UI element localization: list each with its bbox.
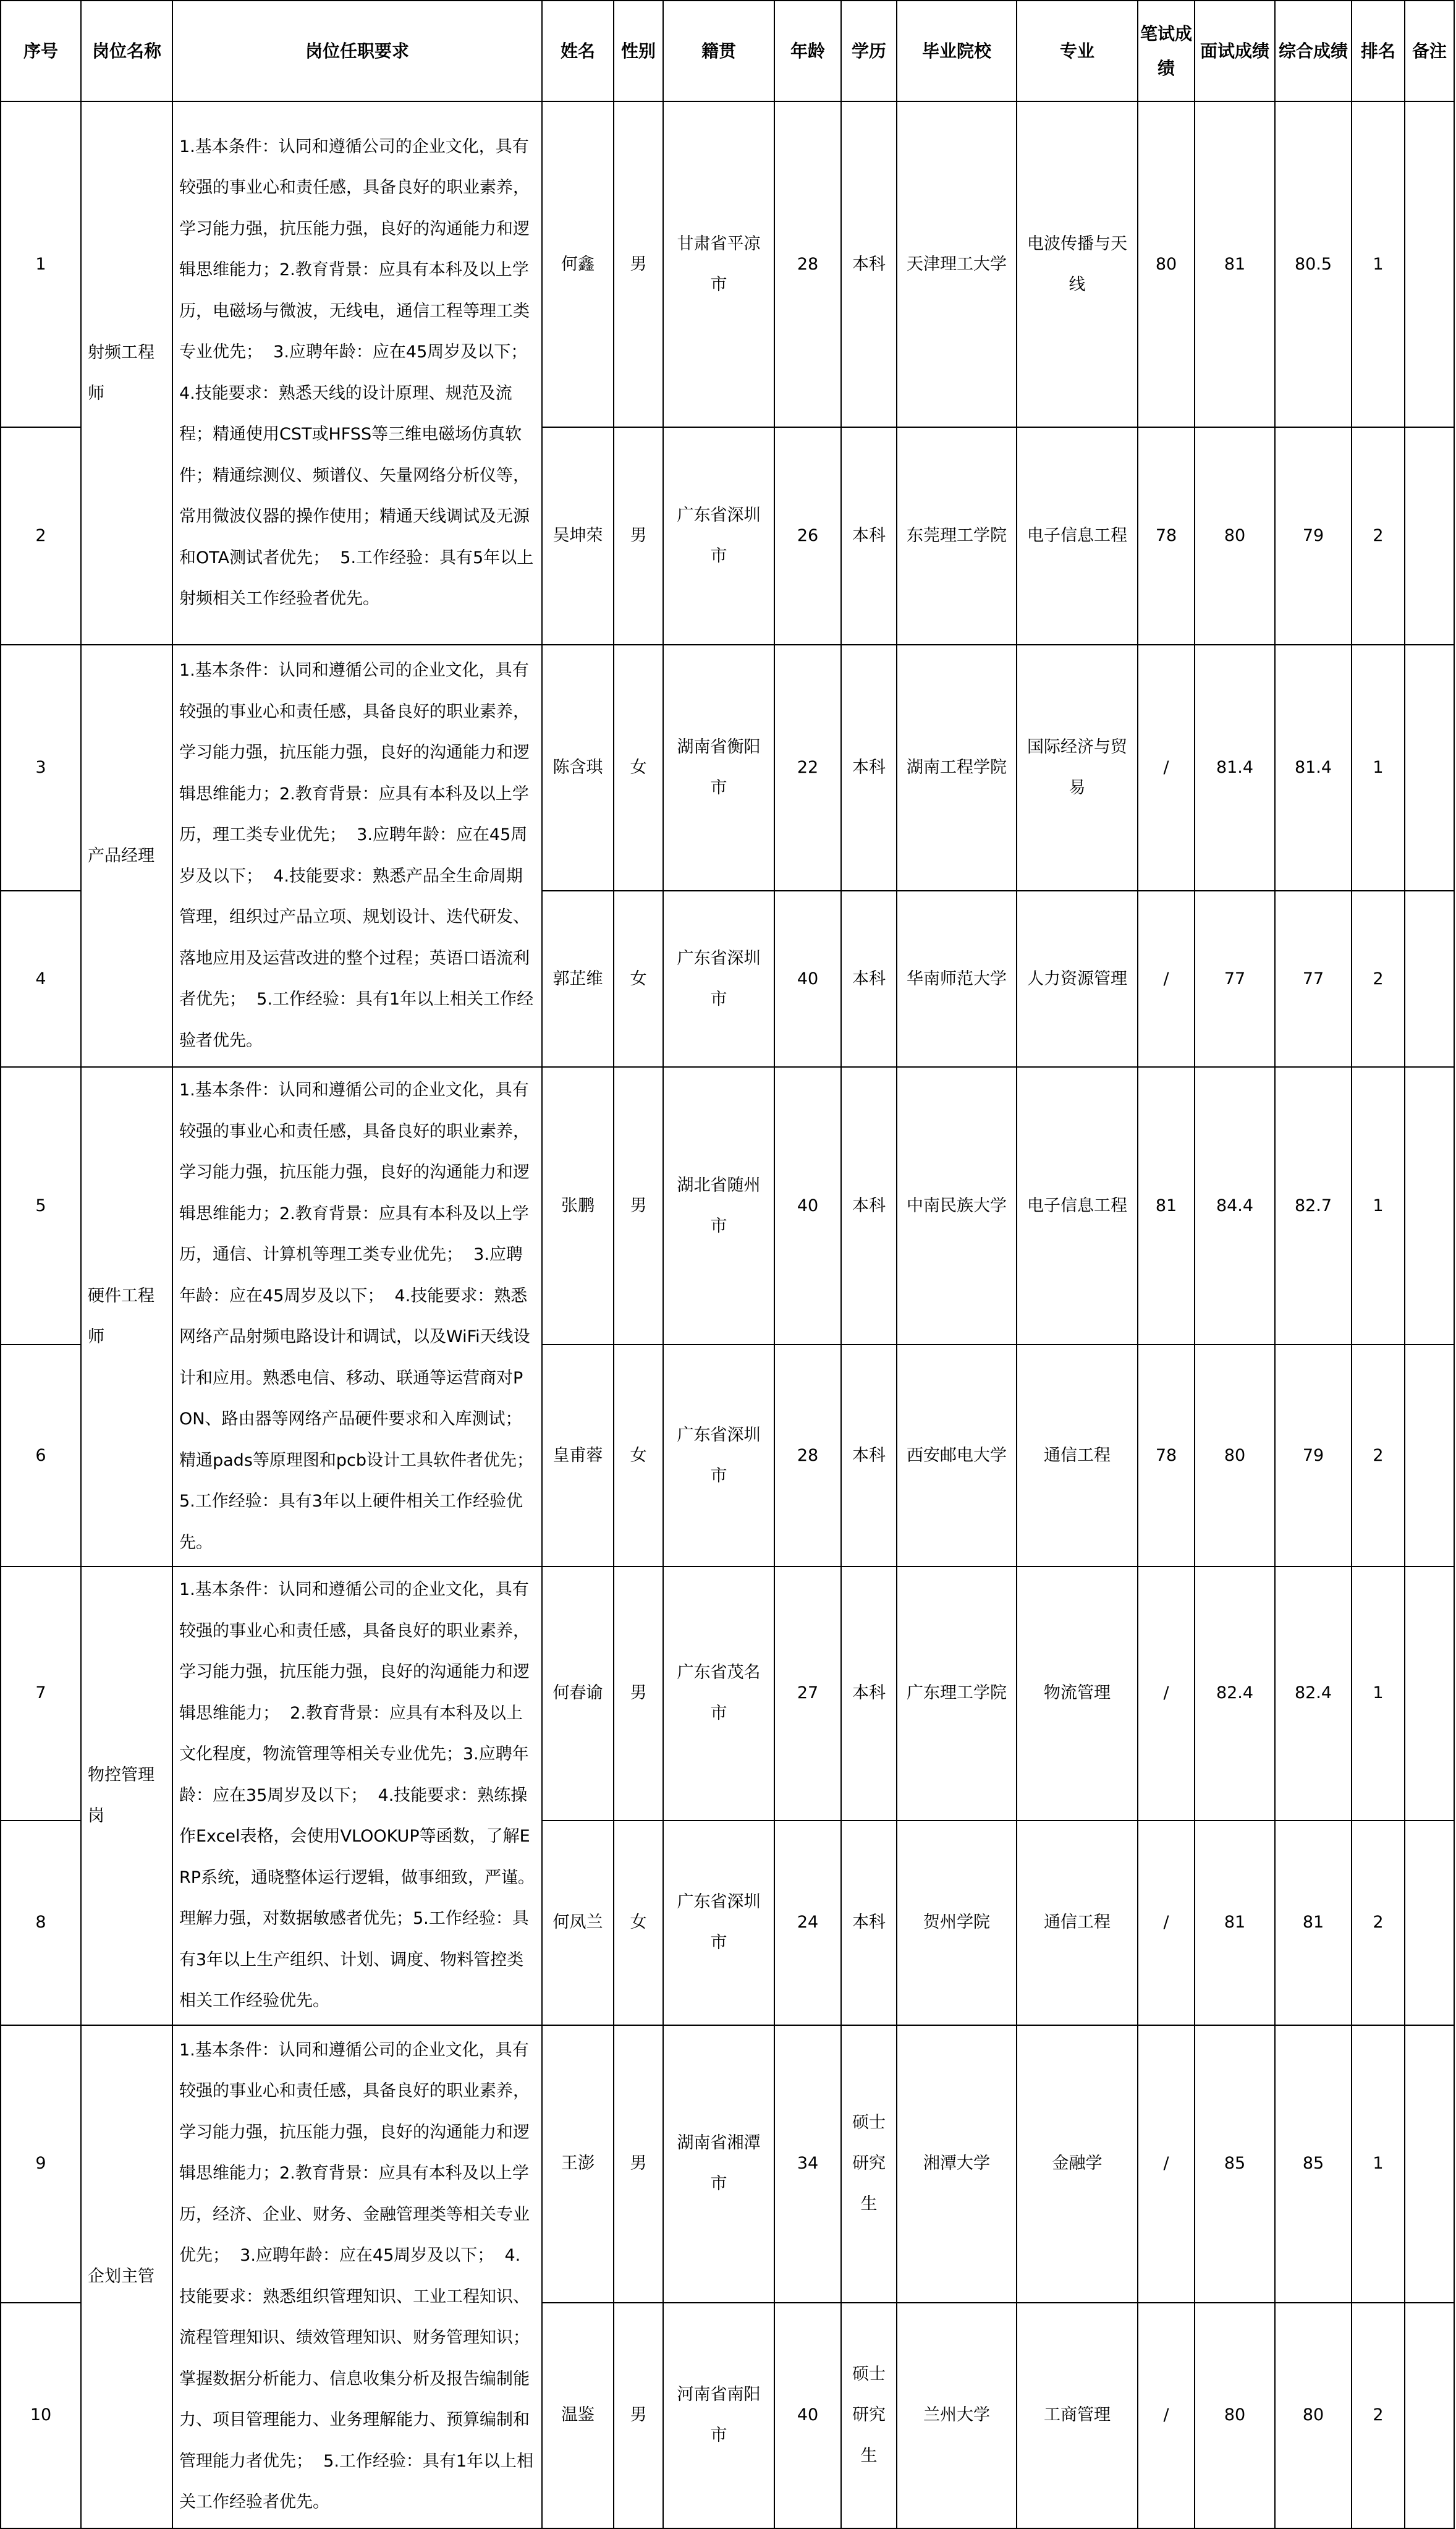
cell-major: 电波传播与天线 [1017, 101, 1138, 427]
cell-major: 金融学 [1017, 2025, 1138, 2303]
cell-total: 79 [1275, 427, 1352, 645]
cell-note [1405, 645, 1454, 891]
cell-major: 工商管理 [1017, 2303, 1138, 2528]
header-note: 备注 [1405, 1, 1454, 101]
cell-gender: 男 [614, 1566, 663, 1821]
cell-name: 王澎 [542, 2025, 614, 2303]
cell-interview: 81.4 [1195, 645, 1275, 891]
cell-position: 企划主管 [81, 2025, 172, 2528]
cell-interview: 82.4 [1195, 1566, 1275, 1821]
cell-total: 82.4 [1275, 1566, 1352, 1821]
cell-rank: 2 [1352, 891, 1405, 1067]
cell-requirements: 1.基本条件：认同和遵循公司的企业文化，具有较强的事业心和责任感，具备良好的职业素养，学习能力强，抗压能力强，良好的沟通能力和逻辑思维能力；2.教育背景：应具有本科及以上学历，通信、计算机等理工类专业优先； 3.应聘年龄：应在45周岁及以下； 4.技能要求：熟悉网络产品射频电路设计和调试，以及WiFi天线设计和应用。熟悉电信、移动、联通等运营商对PON、路由器等网络产品硬件要求和入库测试；精通pads等原理图和pcb设计工具软件者优先； 5.工作经验：具有3年以上硬件相关工作经验优先。 [172, 1067, 542, 1566]
table-row [1, 2025, 1454, 2303]
header-row [1, 1, 1454, 101]
cell-seq: 1 [1, 101, 81, 427]
cell-origin: 广东省深圳市 [663, 1345, 774, 1566]
cell-age: 27 [774, 1566, 841, 1821]
cell-rank: 2 [1352, 1821, 1405, 2025]
cell-seq: 2 [1, 427, 81, 645]
cell-age: 22 [774, 645, 841, 891]
cell-education: 硕士研究生 [841, 2303, 897, 2528]
cell-seq: 10 [1, 2303, 81, 2528]
table-row [1, 101, 1454, 427]
cell-interview: 77 [1195, 891, 1275, 1067]
cell-education: 本科 [841, 891, 897, 1067]
cell-interview: 80 [1195, 2303, 1275, 2528]
cell-education: 本科 [841, 101, 897, 427]
cell-seq: 6 [1, 1345, 81, 1566]
cell-age: 28 [774, 101, 841, 427]
cell-total: 77 [1275, 891, 1352, 1067]
cell-major: 电子信息工程 [1017, 427, 1138, 645]
cell-name: 温鉴 [542, 2303, 614, 2528]
cell-seq: 5 [1, 1067, 81, 1345]
cell-seq: 9 [1, 2025, 81, 2303]
header-rank: 排名 [1352, 1, 1405, 101]
header-written: 笔试成绩 [1138, 1, 1195, 101]
cell-name: 何凤兰 [542, 1821, 614, 2025]
cell-education: 本科 [841, 427, 897, 645]
header-origin: 籍贯 [663, 1, 774, 101]
cell-major: 国际经济与贸易 [1017, 645, 1138, 891]
cell-gender: 女 [614, 1345, 663, 1566]
cell-origin: 湖北省随州市 [663, 1067, 774, 1345]
header-gender: 性别 [614, 1, 663, 101]
header-requirements: 岗位任职要求 [172, 1, 542, 101]
cell-gender: 女 [614, 1821, 663, 2025]
cell-major: 物流管理 [1017, 1566, 1138, 1821]
cell-note [1405, 1345, 1454, 1566]
cell-school: 中南民族大学 [897, 1067, 1017, 1345]
cell-written: / [1138, 645, 1195, 891]
cell-education: 本科 [841, 1345, 897, 1566]
cell-origin: 广东省深圳市 [663, 427, 774, 645]
cell-school: 西安邮电大学 [897, 1345, 1017, 1566]
cell-name: 张鹏 [542, 1067, 614, 1345]
header-position: 岗位名称 [81, 1, 172, 101]
cell-total: 81 [1275, 1821, 1352, 2025]
cell-rank: 1 [1352, 2025, 1405, 2303]
cell-note [1405, 891, 1454, 1067]
cell-position: 硬件工程师 [81, 1067, 172, 1566]
cell-school: 兰州大学 [897, 2303, 1017, 2528]
cell-school: 广东理工学院 [897, 1566, 1017, 1821]
cell-total: 82.7 [1275, 1067, 1352, 1345]
cell-seq: 8 [1, 1821, 81, 2025]
cell-note [1405, 101, 1454, 427]
cell-rank: 2 [1352, 2303, 1405, 2528]
cell-interview: 85 [1195, 2025, 1275, 2303]
header-interview: 面试成绩 [1195, 1, 1275, 101]
cell-school: 贺州学院 [897, 1821, 1017, 2025]
cell-major: 电子信息工程 [1017, 1067, 1138, 1345]
cell-position: 射频工程师 [81, 101, 172, 645]
cell-school: 天津理工大学 [897, 101, 1017, 427]
cell-origin: 甘肃省平凉市 [663, 101, 774, 427]
header-education: 学历 [841, 1, 897, 101]
cell-gender: 男 [614, 101, 663, 427]
table-row [1, 1067, 1454, 1345]
cell-origin: 广东省深圳市 [663, 891, 774, 1067]
header-school: 毕业院校 [897, 1, 1017, 101]
cell-education: 本科 [841, 1821, 897, 2025]
cell-requirements: 1.基本条件：认同和遵循公司的企业文化，具有较强的事业心和责任感，具备良好的职业素养，学习能力强，抗压能力强，良好的沟通能力和逻辑思维能力；2.教育背景：应具有本科及以上学历，电磁场与微波，无线电，通信工程等理工类专业优先； 3.应聘年龄：应在45周岁及以下； 4.技能要求：熟悉天线的设计原理、规范及流程；精通使用CST或HFSS等三维电磁场仿真软件；精通综测仪、频谱仪、矢量网络分析仪等，常用微波仪器的操作使用；精通天线调试及无源和OTA测试者优先； 5.工作经验：具有5年以上射频相关工作经验者优先。 [172, 101, 542, 645]
cell-origin: 湖南省湘潭市 [663, 2025, 774, 2303]
cell-interview: 81 [1195, 1821, 1275, 2025]
cell-interview: 84.4 [1195, 1067, 1275, 1345]
cell-education: 硕士研究生 [841, 2025, 897, 2303]
cell-age: 26 [774, 427, 841, 645]
header-total: 综合成绩 [1275, 1, 1352, 101]
cell-rank: 2 [1352, 1345, 1405, 1566]
cell-interview: 80 [1195, 427, 1275, 645]
cell-school: 华南师范大学 [897, 891, 1017, 1067]
cell-education: 本科 [841, 1566, 897, 1821]
cell-gender: 男 [614, 2025, 663, 2303]
cell-gender: 女 [614, 645, 663, 891]
cell-education: 本科 [841, 1067, 897, 1345]
cell-seq: 7 [1, 1566, 81, 1821]
cell-school: 湘潭大学 [897, 2025, 1017, 2303]
cell-seq: 3 [1, 645, 81, 891]
cell-note [1405, 1566, 1454, 1821]
table-row [1, 1566, 1454, 1821]
cell-total: 81.4 [1275, 645, 1352, 891]
cell-name: 皇甫蓉 [542, 1345, 614, 1566]
header-seq: 序号 [1, 1, 81, 101]
cell-major: 通信工程 [1017, 1821, 1138, 2025]
cell-age: 40 [774, 1067, 841, 1345]
cell-note [1405, 2025, 1454, 2303]
cell-interview: 81 [1195, 101, 1275, 427]
cell-rank: 1 [1352, 101, 1405, 427]
results-body [1, 101, 1454, 2528]
cell-requirements: 1.基本条件：认同和遵循公司的企业文化，具有较强的事业心和责任感，具备良好的职业素养，学习能力强，抗压能力强，良好的沟通能力和逻辑思维能力；2.教育背景：应具有本科及以上学历，理工类专业优先； 3.应聘年龄：应在45周岁及以下； 4.技能要求：熟悉产品全生命周期管理，组织过产品立项、规划设计、迭代研发、落地应用及运营改进的整个过程；英语口语流利者优先； 5.工作经验：具有1年以上相关工作经验者优先。 [172, 645, 542, 1067]
cell-written: 78 [1138, 427, 1195, 645]
cell-age: 28 [774, 1345, 841, 1566]
cell-written: / [1138, 2025, 1195, 2303]
cell-age: 40 [774, 2303, 841, 2528]
header-age: 年龄 [774, 1, 841, 101]
cell-note [1405, 2303, 1454, 2528]
cell-requirements: 1.基本条件：认同和遵循公司的企业文化，具有较强的事业心和责任感，具备良好的职业素养，学习能力强，抗压能力强，良好的沟通能力和逻辑思维能力；2.教育背景：应具有本科及以上学历，经济、企业、财务、金融管理类等相关专业优先； 3.应聘年龄：应在45周岁及以下； 4.技能要求：熟悉组织管理知识、工业工程知识、流程管理知识、绩效管理知识、财务管理知识；掌握数据分析能力、信息收集分析及报告编制能力、项目管理能力、业务理解能力、预算编制和管理能力者优先； 5.工作经验：具有1年以上相关工作经验者优先。 [172, 2025, 542, 2528]
cell-origin: 湖南省衡阳市 [663, 645, 774, 891]
cell-major: 通信工程 [1017, 1345, 1138, 1566]
cell-age: 34 [774, 2025, 841, 2303]
cell-requirements: 1.基本条件：认同和遵循公司的企业文化，具有较强的事业心和责任感，具备良好的职业素养，学习能力强，抗压能力强，良好的沟通能力和逻辑思维能力； 2.教育背景：应具有本科及以上文化程度，物流管理等相关专业优先；3.应聘年龄：应在35周岁及以下； 4.技能要求：熟练操作Excel表格，会使用VLOOKUP等函数，了解ERP系统，通晓整体运行逻辑，做事细致，严谨。理解力强，对数据敏感者优先；5.工作经验：具有3年以上生产组织、计划、调度、物料管控类相关工作经验优先。 [172, 1566, 542, 2025]
cell-position: 产品经理 [81, 645, 172, 1067]
cell-name: 郭芷维 [542, 891, 614, 1067]
cell-origin: 河南省南阳市 [663, 2303, 774, 2528]
cell-age: 40 [774, 891, 841, 1067]
cell-written: 80 [1138, 101, 1195, 427]
cell-gender: 男 [614, 2303, 663, 2528]
cell-school: 湖南工程学院 [897, 645, 1017, 891]
cell-gender: 男 [614, 1067, 663, 1345]
cell-name: 陈含琪 [542, 645, 614, 891]
cell-written: / [1138, 2303, 1195, 2528]
cell-education: 本科 [841, 645, 897, 891]
cell-rank: 1 [1352, 645, 1405, 891]
cell-rank: 1 [1352, 1566, 1405, 1821]
cell-seq: 4 [1, 891, 81, 1067]
header-major: 专业 [1017, 1, 1138, 101]
cell-gender: 女 [614, 891, 663, 1067]
cell-note [1405, 1067, 1454, 1345]
cell-note [1405, 1821, 1454, 2025]
cell-written: / [1138, 1566, 1195, 1821]
cell-gender: 男 [614, 427, 663, 645]
cell-total: 79 [1275, 1345, 1352, 1566]
cell-written: / [1138, 1821, 1195, 2025]
cell-written: 81 [1138, 1067, 1195, 1345]
cell-school: 东莞理工学院 [897, 427, 1017, 645]
cell-age: 24 [774, 1821, 841, 2025]
cell-written: 78 [1138, 1345, 1195, 1566]
header-name: 姓名 [542, 1, 614, 101]
cell-total: 85 [1275, 2025, 1352, 2303]
cell-written: / [1138, 891, 1195, 1067]
table-row [1, 645, 1454, 891]
cell-major: 人力资源管理 [1017, 891, 1138, 1067]
cell-origin: 广东省茂名市 [663, 1566, 774, 1821]
cell-origin: 广东省深圳市 [663, 1821, 774, 2025]
cell-name: 吴坤荣 [542, 427, 614, 645]
cell-interview: 80 [1195, 1345, 1275, 1566]
cell-name: 何鑫 [542, 101, 614, 427]
cell-total: 80 [1275, 2303, 1352, 2528]
cell-rank: 2 [1352, 427, 1405, 645]
cell-name: 何春谕 [542, 1566, 614, 1821]
cell-rank: 1 [1352, 1067, 1405, 1345]
cell-total: 80.5 [1275, 101, 1352, 427]
cell-position: 物控管理岗 [81, 1566, 172, 2025]
cell-note [1405, 427, 1454, 645]
